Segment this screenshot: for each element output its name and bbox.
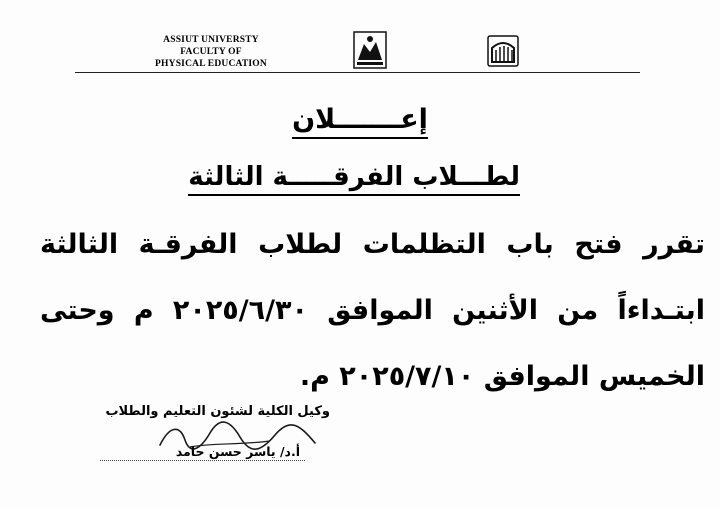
faculty-emblem-icon xyxy=(350,30,390,70)
university-header xyxy=(150,34,272,70)
signatory-name: أ.د/ ياسر حسن حامد xyxy=(175,444,300,459)
signature-line xyxy=(100,460,305,461)
header-divider xyxy=(75,72,640,73)
announcement-title: إعـــــــلان xyxy=(260,104,460,139)
university-name: ASSIUT UNIVERSTY xyxy=(163,35,259,45)
faculty-name-line-2: PHYSICAL EDUCATION xyxy=(155,59,267,69)
university-emblem-icon xyxy=(486,34,520,68)
faculty-name-line-1: FACULTY OF xyxy=(180,47,242,57)
announcement-body: تقرر فتح باب التظلمات لطلاب الفرقـة الثالثة ابتـداءاً من الأثنين الموافق ٢٠٢٥/٦/٣٠ م وحتى الخميس الموافق ٢٠٢٥/٧/١٠ م. xyxy=(40,229,706,392)
signatory-title: وكيل الكلية لشئون التعليم والطلاب xyxy=(105,404,330,419)
announcement-subtitle: لطـــلاب الفرقـــــة الثالثة xyxy=(200,162,520,196)
